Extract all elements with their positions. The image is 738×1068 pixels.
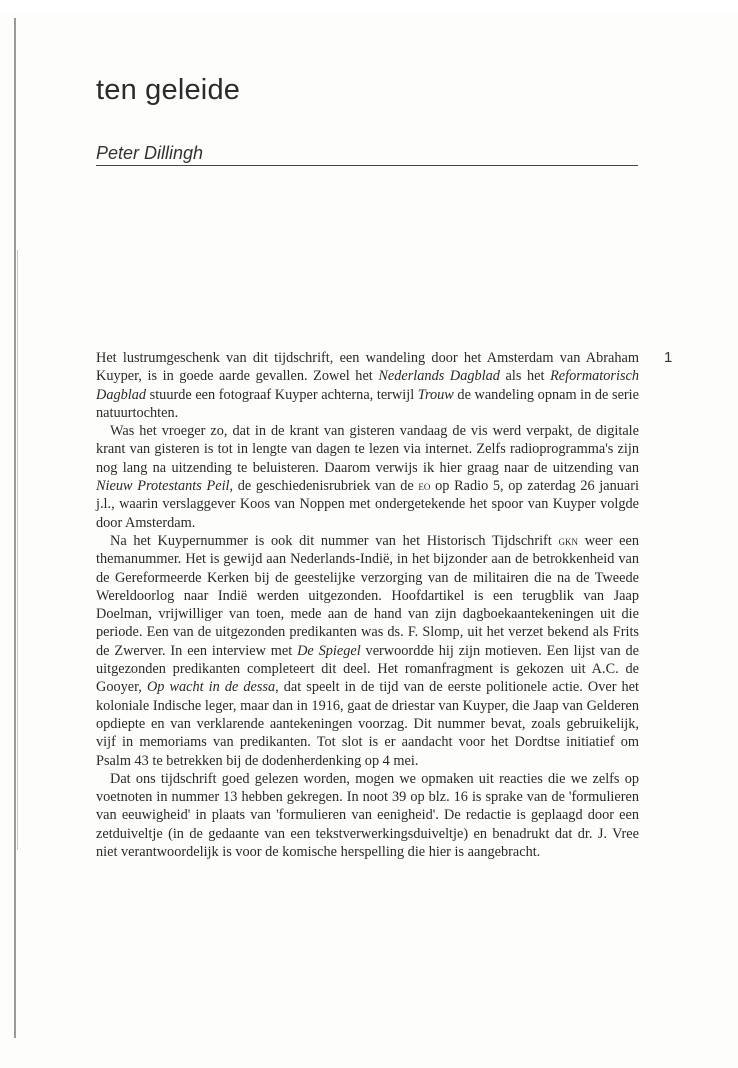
paragraph: [96, 422, 639, 532]
text-run: verwoordde hij zijn motieven. Een lijst van de uitgezonden predikanten completeert dit deel. Het romanfragment is gekozen uit A.C. de Gooyer,: [96, 642, 640, 696]
page-top-margin: [0, 0, 738, 14]
paragraph: [96, 770, 639, 861]
article-body: [96, 349, 639, 861]
text-run: , dat speelt in de tijd van de eerste politionele actie. Over het koloniale Indische leger, maar dan in 1916, gaat de driestar van Kuyper, die Jaap van Gelderen opdiepte en van verklarende aantekeningen voorzag. Dit nummer bevat, zoals gebruikelijk, vijf in memoriams van predikanten. Tot slot is er aandacht voor het Dordtse initiatief om Psalm 43 te betrekken bij de dodenherdenking op 4 mei.: [96, 679, 639, 769]
article-title: ten geleide: [96, 74, 241, 106]
binding-edge: [14, 18, 16, 1038]
paragraph: [96, 349, 639, 422]
text-run: , de geschiedenisrubriek van de: [229, 478, 419, 495]
italic-text: Reformatorisch Dagblad: [96, 368, 640, 403]
small-caps-text: gkn: [558, 532, 578, 548]
text-run: weer een themanummer. Het is gewijd aan Nederlands-Indië, in het bijzonder aan de betrokkenheid van de Gereformeerde Kerken bij de geestelijke verzorging van de militairen die na de Tweede Wereldoorlog naar Indië werden uitgezonden. Hoofdartikel is een terugblik van Jaap Doelman, vrijwilliger van toen, mede aan de hand van zijn dagboekaantekeningen uit die periode. Een van de uitgezonden predikanten was ds. F. Slomp, uit het verzet bekend als Frits de Zwerver. In een interview met: [96, 532, 640, 659]
binding-shadow: [17, 250, 18, 850]
author-name: Peter Dillingh: [96, 143, 204, 163]
text-run: de wandeling opnam in de serie natuurtochten.: [96, 386, 639, 421]
page-number: 1: [664, 349, 673, 366]
italic-text: Trouw: [417, 386, 454, 403]
title-rule: [96, 165, 638, 166]
text-run: stuurde een fotograaf Kuyper achterna, terwijl: [146, 386, 418, 403]
paragraph: [96, 532, 639, 770]
text-run: als het: [499, 368, 551, 385]
italic-text: Nieuw Protestants Peil: [96, 478, 230, 495]
italic-text: Nederlands Dagblad: [378, 368, 500, 385]
text-run: Was het vroeger zo, dat in de krant van gisteren vandaag de vis werd verpakt, de digitale krant van gisteren is tot in lengte van dagen te lezen via internet. Zelfs radioprogramma's zijn nog lang na uitzending te beluisteren. Daarom verwijs ik hier graag naar de uitzending van: [96, 423, 639, 476]
italic-text: Op wacht in de dessa: [146, 679, 276, 696]
italic-text: De Spiegel: [297, 642, 361, 659]
text-run: op Radio 5, op zaterdag 26 januari j.l., waarin verslaggever Koos van Noppen met ondergetekende het spoor van Kuyper volgde door Amsterdam.: [96, 478, 639, 531]
text-run: Na het Kuypernummer is ook dit nummer van het Historisch Tijdschrift: [110, 532, 559, 549]
small-caps-text: eo: [418, 478, 431, 494]
text-run: Dat ons tijdschrift goed gelezen worden, mogen we opmaken uit reacties die we zelfs op voetnoten in nummer 13 hebben gekregen. In noot 39 op blz. 16 is sprake van de 'formulieren van eeuwigheid' in plaats van 'formulieren van eenigheid'. De redactie is geplaagd door een zetduiveltje (in de gedaante van een tekstverwerkingsduiveltje) en benadrukt dat dr. J. Vree niet verantwoordelijk is voor de komische herspelling die hier is aangebracht.: [96, 770, 639, 861]
text-run: Het lustrumgeschenk van dit tijdschrift, een wandeling door het Amsterdam van Abraham Kuyper, is in goede aarde gevallen. Zowel het: [96, 350, 639, 385]
